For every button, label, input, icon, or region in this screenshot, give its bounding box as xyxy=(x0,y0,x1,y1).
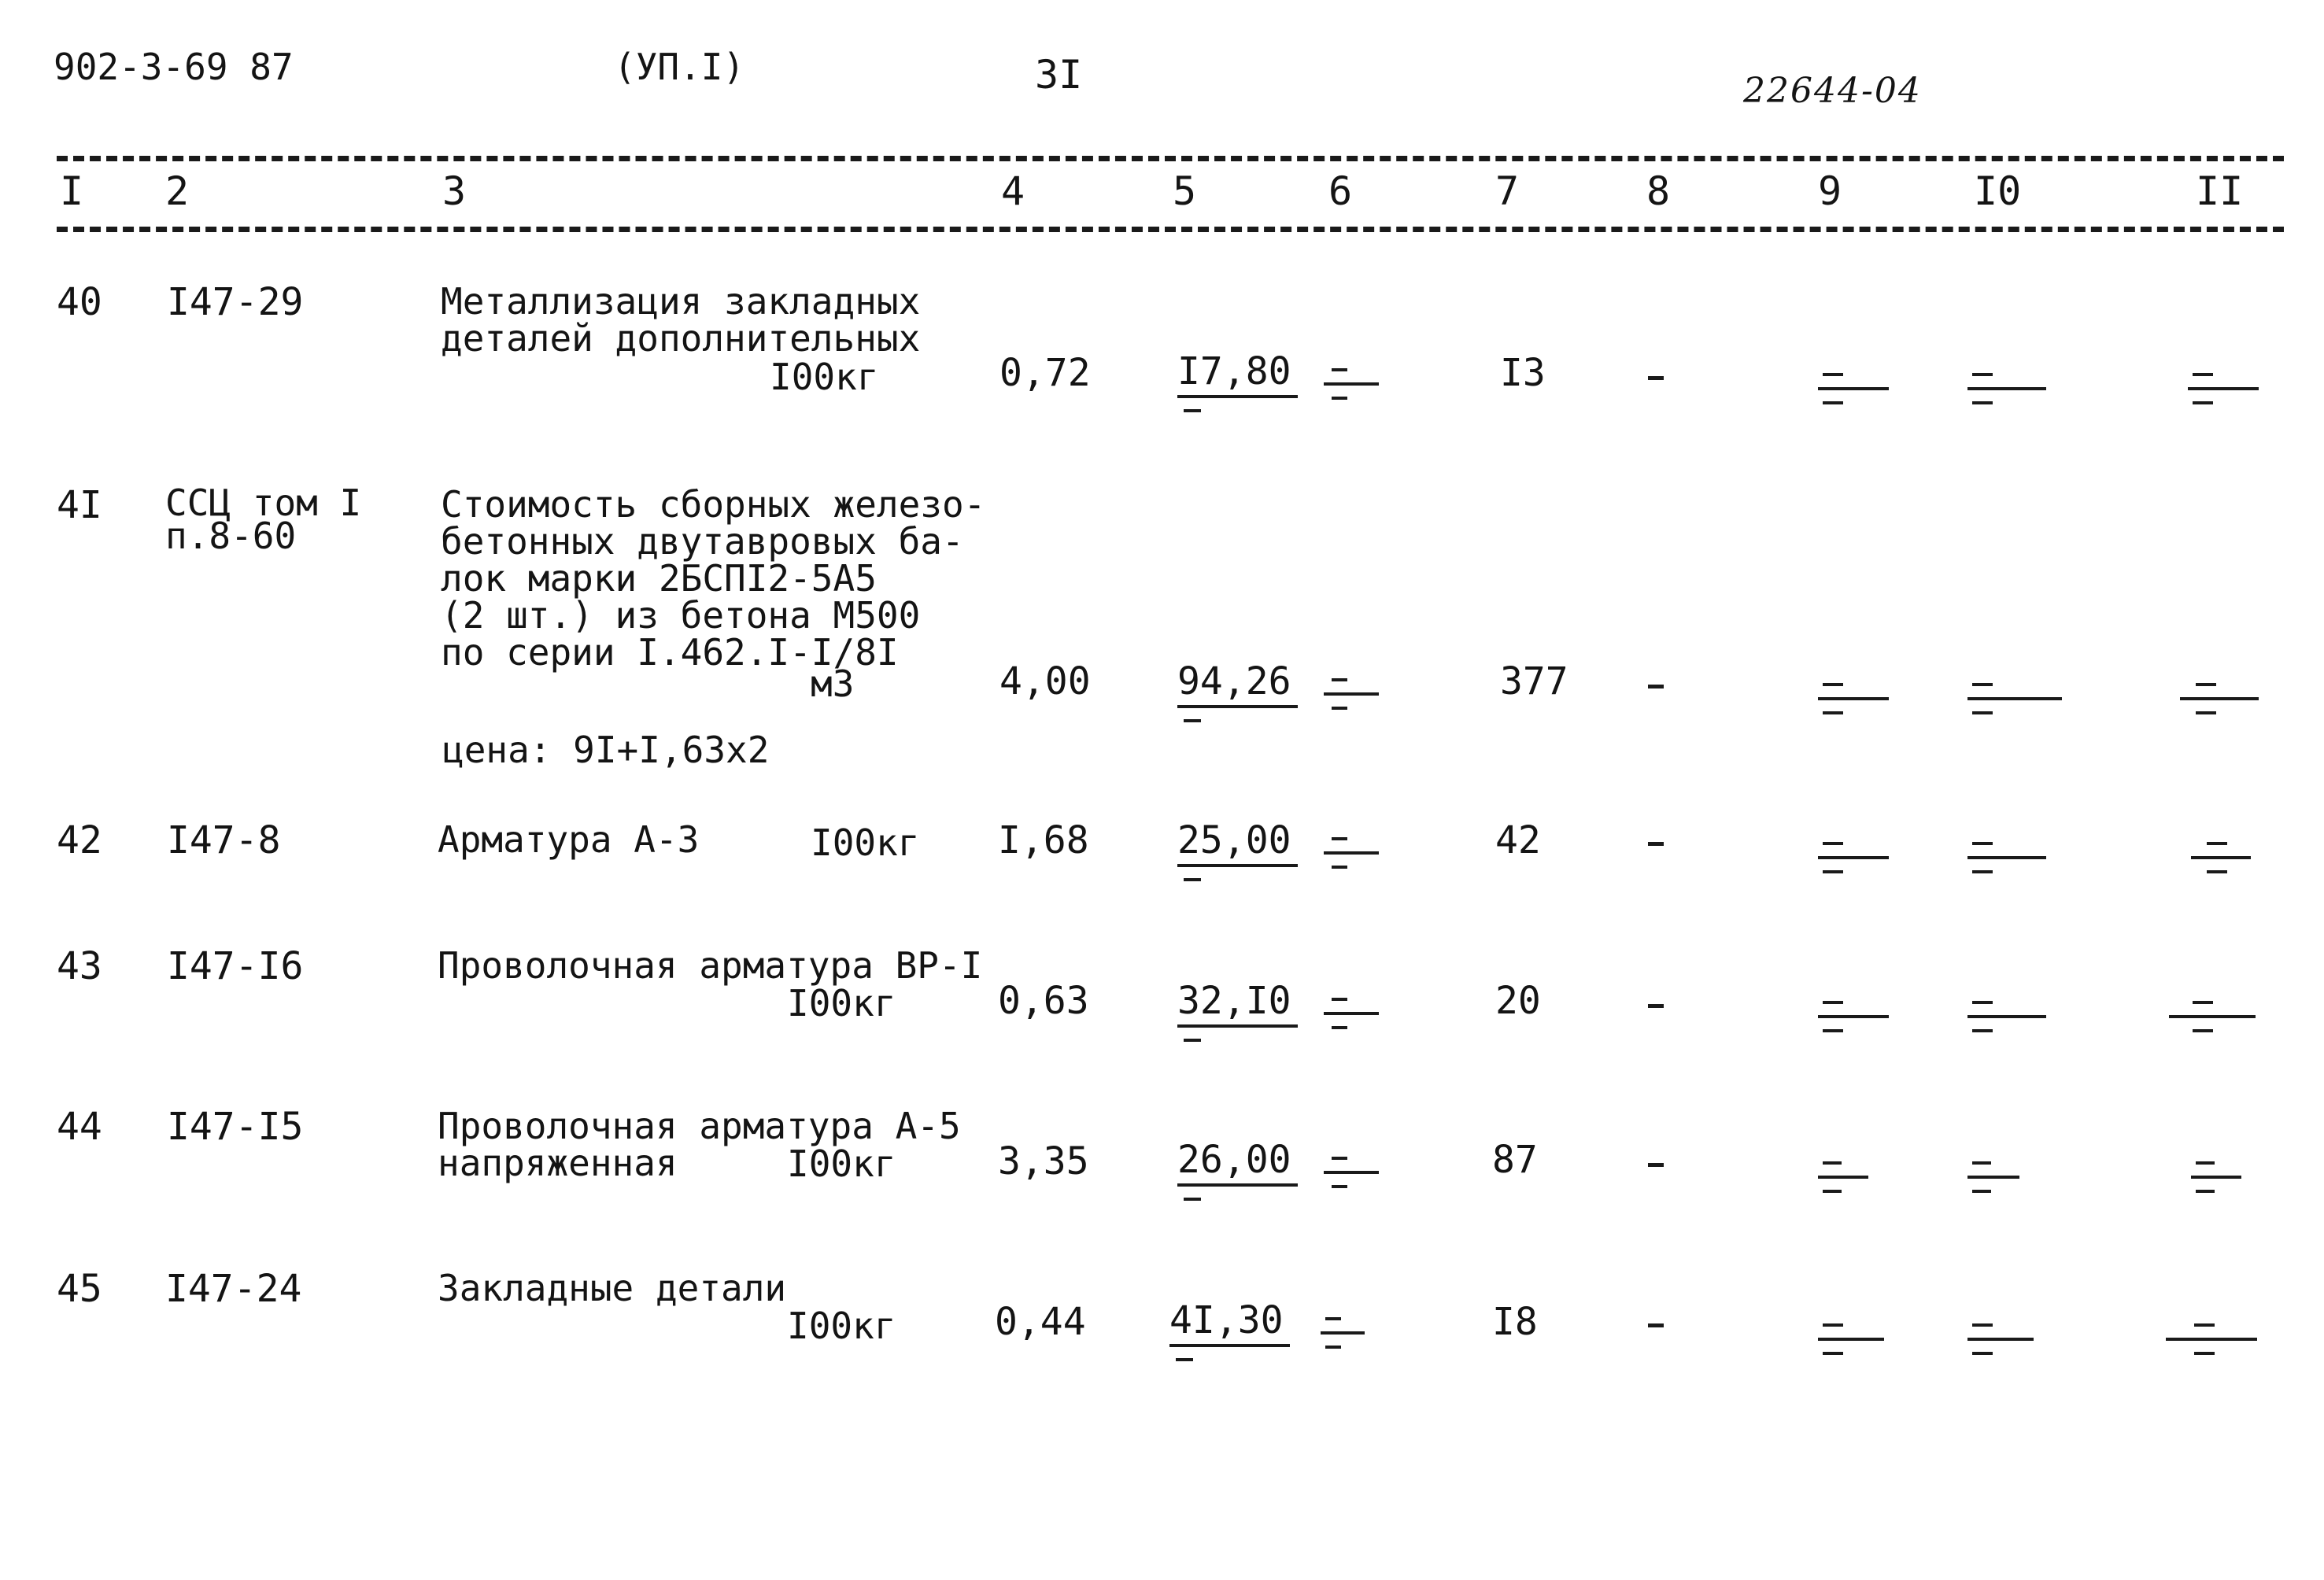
unit-price xyxy=(1169,1298,1284,1342)
unit-price-value: 4I,30 xyxy=(1169,1298,1284,1342)
ditto-mark xyxy=(1184,1198,1201,1201)
quantity: 3,35 xyxy=(998,1139,1089,1183)
norm-code: ССЦ том I п.8-60 xyxy=(165,482,362,557)
column-header: 7 xyxy=(1495,168,1520,214)
total-cost: 377 xyxy=(1500,659,1568,703)
ditto-mark xyxy=(2166,1323,2257,1363)
ditto-mark xyxy=(1967,683,2062,722)
ditto-mark xyxy=(1818,1161,1868,1201)
col8-dash xyxy=(1648,1323,1664,1327)
norm-code: I47-I5 xyxy=(167,1105,304,1149)
work-description: Проволочная арматура А-5 напряженная xyxy=(438,1105,961,1184)
ditto-mark xyxy=(1967,1001,2046,1040)
ditto-mark xyxy=(1818,683,1889,722)
unit-price-value: 26,00 xyxy=(1177,1138,1291,1182)
ditto-mark xyxy=(2169,1001,2256,1040)
column-header: 4 xyxy=(1001,168,1025,214)
column-header: 3 xyxy=(442,168,467,214)
quantity: 0,63 xyxy=(998,979,1089,1023)
ditto-mark xyxy=(1324,998,1379,1037)
album-label: (УП.I) xyxy=(614,46,745,88)
ditto-mark xyxy=(1818,373,1889,412)
underline xyxy=(1177,1024,1298,1028)
ditto-mark xyxy=(1324,678,1379,718)
ditto-mark xyxy=(1967,373,2046,412)
archive-code: 22644-04 xyxy=(1743,71,1922,111)
unit-price-value: 94,26 xyxy=(1177,659,1291,703)
col8-dash xyxy=(1648,1163,1664,1167)
unit: I00кг xyxy=(787,1143,896,1185)
column-header: 8 xyxy=(1646,168,1671,214)
col8-dash xyxy=(1648,376,1664,380)
norm-code: I47-29 xyxy=(167,280,304,324)
ditto-mark xyxy=(1321,1317,1365,1357)
work-description: Проволочная арматура ВР-I xyxy=(438,944,983,987)
column-header: I xyxy=(60,168,84,214)
underline xyxy=(1177,705,1298,708)
document-code: 902-3-69 87 xyxy=(54,46,294,88)
unit: I00кг xyxy=(787,1305,896,1347)
quantity: 0,72 xyxy=(999,351,1091,395)
column-header: I0 xyxy=(1974,168,2022,214)
unit-price-value: 32,I0 xyxy=(1177,979,1291,1023)
ditto-mark xyxy=(1967,1323,2034,1363)
ditto-mark xyxy=(1176,1358,1193,1361)
work-description: Закладные детали xyxy=(438,1267,787,1309)
underline xyxy=(1177,395,1298,398)
row-number: 45 xyxy=(57,1267,102,1311)
ditto-mark xyxy=(2191,1161,2241,1201)
total-cost: 87 xyxy=(1492,1138,1538,1182)
unit-price-value: I7,80 xyxy=(1177,349,1291,393)
price-note: цена: 9I+I,63х2 xyxy=(442,729,770,771)
ditto-mark xyxy=(1184,719,1201,722)
unit-price xyxy=(1177,1138,1291,1182)
work-description: Стоимость сборных железо- бетонных двутавровых ба- лок марки 2БСПI2-5А5 (2 шт.) из бетона М500 по серии I.462.I-I/8I xyxy=(441,483,986,674)
unit: I00кг xyxy=(787,982,896,1024)
unit-price xyxy=(1177,818,1291,862)
ditto-mark xyxy=(1324,1157,1379,1196)
col8-dash xyxy=(1648,842,1664,846)
total-cost: 20 xyxy=(1495,979,1541,1023)
quantity: 4,00 xyxy=(999,659,1091,703)
ditto-mark xyxy=(2188,373,2259,412)
header-top-rule xyxy=(57,156,2284,161)
total-cost: I3 xyxy=(1500,351,1546,395)
norm-code: I47-I6 xyxy=(167,944,304,988)
ditto-mark xyxy=(1818,842,1889,881)
ditto-mark xyxy=(1324,368,1379,408)
header-bottom-rule xyxy=(57,227,2284,232)
underline xyxy=(1177,1183,1298,1187)
unit: I00кг xyxy=(811,821,920,864)
ditto-mark xyxy=(2191,842,2251,881)
quantity: I,68 xyxy=(998,818,1089,862)
col8-dash xyxy=(1648,685,1664,688)
row-number: 44 xyxy=(57,1105,102,1149)
row-number: 4I xyxy=(57,483,102,527)
row-number: 42 xyxy=(57,818,102,862)
underline xyxy=(1177,864,1298,867)
total-cost: I8 xyxy=(1492,1300,1538,1344)
ditto-mark xyxy=(1184,878,1201,881)
ditto-mark xyxy=(1967,1161,2019,1201)
norm-code: I47-8 xyxy=(167,818,281,862)
row-number: 40 xyxy=(57,280,102,324)
ditto-mark xyxy=(1324,837,1379,877)
column-header: 9 xyxy=(1818,168,1842,214)
norm-code: I47-24 xyxy=(165,1267,302,1311)
unit: м3 xyxy=(811,663,855,705)
unit-price xyxy=(1177,979,1291,1023)
column-header: 6 xyxy=(1328,168,1353,214)
work-description: Арматура А-3 xyxy=(438,818,700,861)
work-description: Металлизация закладных деталей дополнительных xyxy=(441,280,921,360)
ditto-mark xyxy=(1184,409,1201,412)
unit: I00кг xyxy=(770,356,879,398)
ditto-mark xyxy=(1967,842,2046,881)
sheet-number: 3I xyxy=(1035,52,1083,98)
unit-price xyxy=(1177,349,1291,393)
ditto-mark xyxy=(1184,1039,1201,1042)
col8-dash xyxy=(1648,1004,1664,1008)
ditto-mark xyxy=(1818,1323,1884,1363)
row-number: 43 xyxy=(57,944,102,988)
column-header: II xyxy=(2196,168,2244,214)
ditto-mark xyxy=(2180,683,2259,722)
column-header: 2 xyxy=(165,168,190,214)
unit-price-value: 25,00 xyxy=(1177,818,1291,862)
underline xyxy=(1169,1344,1290,1347)
quantity: 0,44 xyxy=(995,1300,1086,1344)
ditto-mark xyxy=(1818,1001,1889,1040)
total-cost: 42 xyxy=(1495,818,1541,862)
column-header: 5 xyxy=(1173,168,1197,214)
unit-price xyxy=(1177,659,1291,703)
